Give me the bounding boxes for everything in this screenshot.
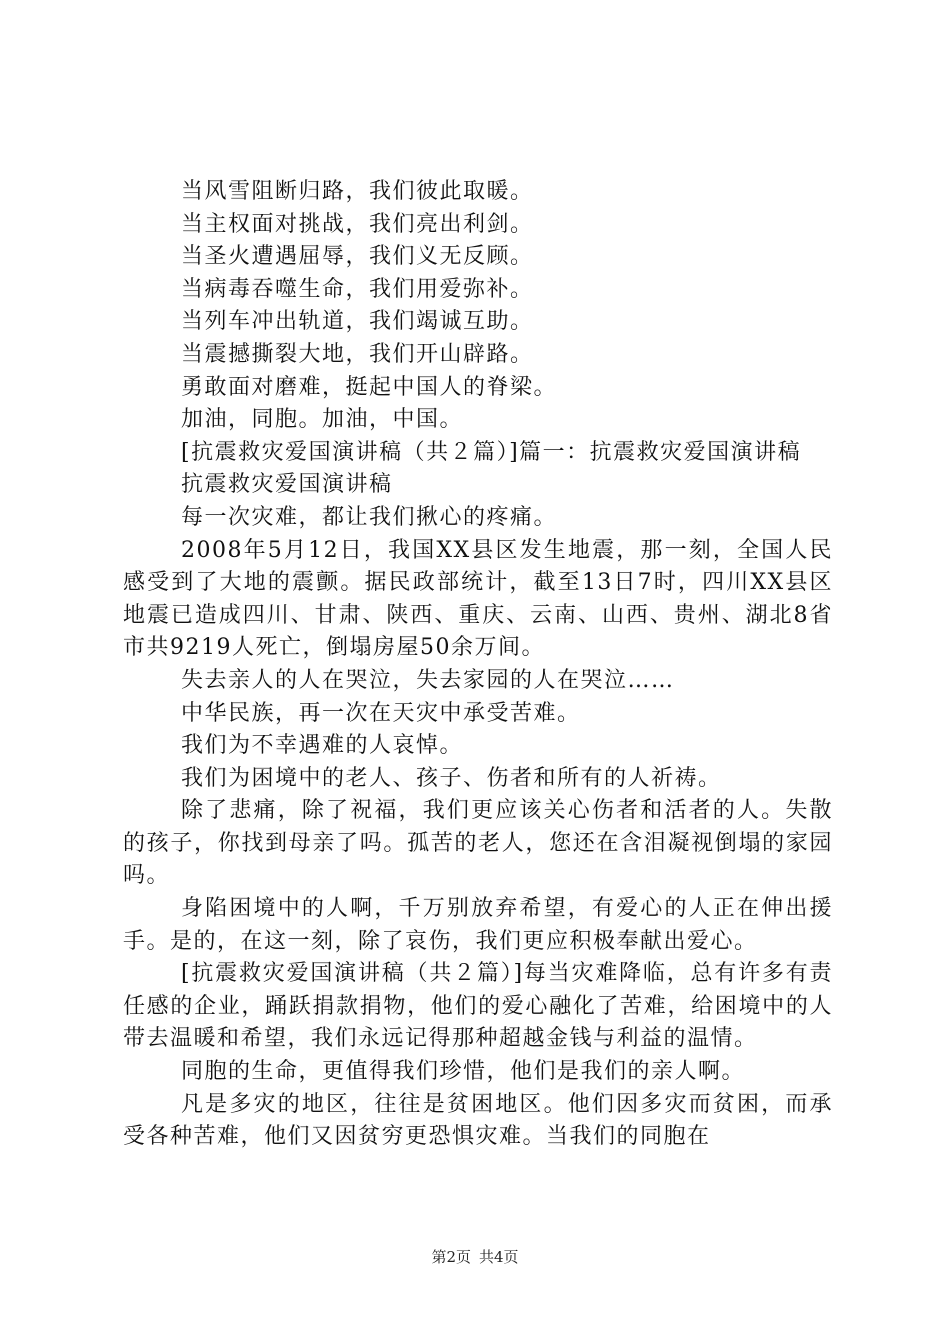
paragraph: 我们为不幸遇难的人哀悼。 [181, 733, 464, 759]
page-number: 第2页 [431, 1248, 471, 1266]
paragraph: [抗震救灾爱国演讲稿（共２篇）]每当灾难降临，总有许多有责任感的企业，踊跃捐款捐物，他们的爱心融化了苦难，给困境中的人带去温暖和希望，我们永远记得那种超越金钱与利益的温情。 [123, 961, 833, 1052]
paragraph: 当列车冲出轨道，我们竭诚互助。 [181, 309, 534, 335]
paragraph: 当主权面对挑战，我们亮出利剑。 [181, 211, 534, 237]
paragraph: 我们为困境中的老人、孩子、伤者和所有的人祈祷。 [181, 765, 722, 791]
paragraph: 当病毒吞噬生命，我们用爱弥补。 [181, 276, 534, 302]
paragraph: [抗震救灾爱国演讲稿（共２篇）]篇一：抗震救灾爱国演讲稿 [181, 439, 802, 465]
page-total: 共4页 [479, 1248, 519, 1266]
paragraph: 当圣火遭遇屈辱，我们义无反顾。 [181, 244, 534, 270]
paragraph: 身陷困境中的人啊，千万别放弃希望，有爱心的人正在伸出援手。是的，在这一刻，除了哀伤，我们更应积极奉献出爱心。 [123, 896, 833, 954]
paragraph: 2008年5月12日，我国XX县区发生地震，那一刻，全国人民感受到了大地的震颤。据民政部统计，截至13日7时，四川XX县区地震已造成四川、甘肃、陕西、重庆、云南、山西、贵州、湖北8省市共9219人死亡，倒塌房屋50余万间。 [123, 537, 833, 661]
paragraph: 抗震救灾爱国演讲稿 [181, 472, 393, 498]
paragraph: 除了悲痛，除了祝福，我们更应该关心伤者和活者的人。失散的孩子，你找到母亲了吗。孤苦的老人，您还在含泪凝视倒塌的家园吗。 [123, 798, 833, 889]
page-footer [0, 1247, 950, 1267]
paragraph: 凡是多灾的地区，往往是贫困地区。他们因多灾而贫困，而承受各种苦难，他们又因贫穷更恐惧灾难。当我们的同胞在 [123, 1091, 833, 1150]
paragraph: 勇敢面对磨难，挺起中国人的脊梁。 [181, 374, 558, 400]
paragraph: 当震撼撕裂大地，我们开山辟路。 [181, 341, 534, 367]
paragraph: 同胞的生命，更值得我们珍惜，他们是我们的亲人啊。 [181, 1059, 746, 1085]
paragraph: 中华民族，再一次在天灾中承受苦难。 [181, 700, 581, 726]
document-body [123, 176, 833, 1154]
paragraph: 失去亲人的人在哭泣，失去家园的人在哭泣…… [181, 667, 675, 693]
paragraph: 每一次灾难，都让我们揪心的疼痛。 [181, 504, 558, 530]
paragraph: 当风雪阻断归路，我们彼此取暖。 [181, 179, 534, 204]
paragraph: 加油，同胞。加油，中国。 [181, 407, 464, 433]
